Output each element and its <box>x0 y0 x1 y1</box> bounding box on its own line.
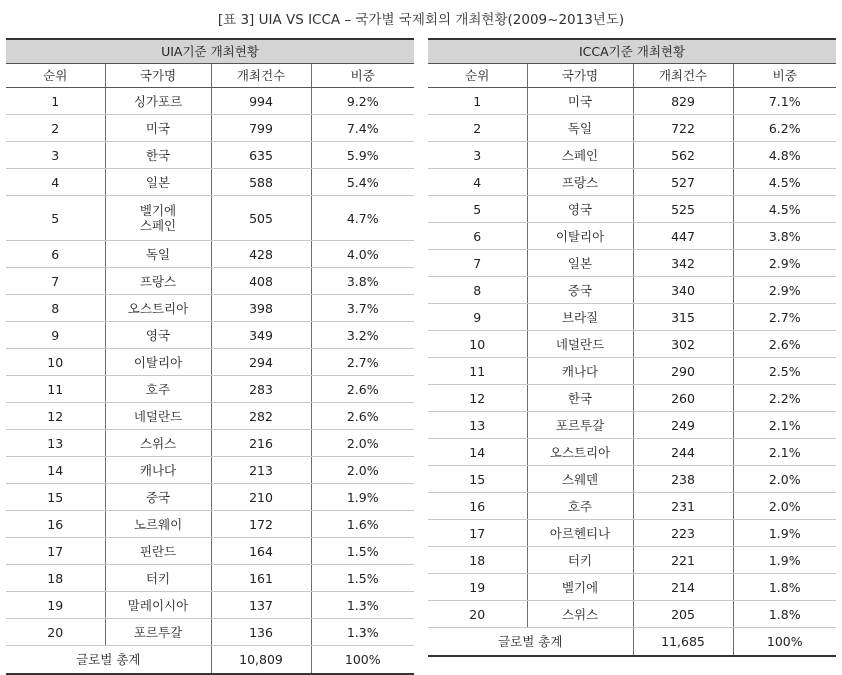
country-cell: 스페인 <box>527 142 633 169</box>
icca-table-title: ICCA기준 개최현황 <box>428 39 836 64</box>
col-header-country: 국가명 <box>527 64 633 88</box>
rank-cell: 6 <box>428 223 527 250</box>
share-cell: 1.8% <box>733 601 836 628</box>
rank-cell: 3 <box>6 142 105 169</box>
country-cell: 독일 <box>105 241 211 268</box>
share-cell: 4.8% <box>733 142 836 169</box>
rank-cell: 18 <box>428 547 527 574</box>
rank-cell: 3 <box>428 142 527 169</box>
table-row <box>6 511 414 538</box>
table-row <box>6 241 414 268</box>
rank-cell: 9 <box>428 304 527 331</box>
rank-cell: 13 <box>6 430 105 457</box>
country-cell: 노르웨이 <box>105 511 211 538</box>
share-cell: 2.6% <box>311 376 414 403</box>
rank-cell: 19 <box>6 592 105 619</box>
count-cell: 342 <box>633 250 733 277</box>
table-row <box>6 592 414 619</box>
table-row <box>6 349 414 376</box>
rank-cell: 4 <box>6 169 105 196</box>
count-cell: 398 <box>211 295 311 322</box>
rank-cell: 20 <box>6 619 105 646</box>
table-row <box>428 493 836 520</box>
count-cell: 505 <box>211 196 311 241</box>
share-cell: 7.4% <box>311 115 414 142</box>
table-row <box>6 430 414 457</box>
share-cell: 2.0% <box>733 466 836 493</box>
rank-cell: 10 <box>6 349 105 376</box>
country-cell: 호주 <box>105 376 211 403</box>
rank-cell: 19 <box>428 574 527 601</box>
table-row <box>6 115 414 142</box>
rank-cell: 4 <box>428 169 527 196</box>
country-cell: 오스트리아 <box>105 295 211 322</box>
rank-cell: 17 <box>428 520 527 547</box>
country-cell: 미국 <box>105 115 211 142</box>
share-cell: 3.2% <box>311 322 414 349</box>
total-count: 10,809 <box>211 646 311 675</box>
rank-cell: 5 <box>6 196 105 241</box>
table-row <box>6 88 414 115</box>
count-cell: 260 <box>633 385 733 412</box>
share-cell: 4.5% <box>733 196 836 223</box>
rank-cell: 10 <box>428 331 527 358</box>
table-row <box>428 385 836 412</box>
share-cell: 1.5% <box>311 538 414 565</box>
total-count: 11,685 <box>633 628 733 657</box>
count-cell: 205 <box>633 601 733 628</box>
country-cell: 프랑스 <box>105 268 211 295</box>
table-row <box>428 331 836 358</box>
share-cell: 2.9% <box>733 277 836 304</box>
count-cell: 172 <box>211 511 311 538</box>
country-cell: 독일 <box>527 115 633 142</box>
table-row <box>428 520 836 547</box>
share-cell: 4.7% <box>311 196 414 241</box>
uia-table-title: UIA기준 개최현황 <box>6 39 414 64</box>
count-cell: 221 <box>633 547 733 574</box>
rank-cell: 18 <box>6 565 105 592</box>
table-row <box>428 223 836 250</box>
country-cell: 아르헨티나 <box>527 520 633 547</box>
country-cell: 벨기에 스페인 <box>105 196 211 241</box>
share-cell: 2.0% <box>311 430 414 457</box>
count-cell: 635 <box>211 142 311 169</box>
table-row <box>6 142 414 169</box>
country-cell: 터키 <box>527 547 633 574</box>
count-cell: 137 <box>211 592 311 619</box>
country-cell: 이탈리아 <box>105 349 211 376</box>
col-header-count: 개최건수 <box>211 64 311 88</box>
share-cell: 4.0% <box>311 241 414 268</box>
count-cell: 283 <box>211 376 311 403</box>
count-cell: 164 <box>211 538 311 565</box>
table-row <box>6 196 414 241</box>
table-row <box>6 295 414 322</box>
share-cell: 1.8% <box>733 574 836 601</box>
count-cell: 214 <box>633 574 733 601</box>
table-row <box>428 115 836 142</box>
count-cell: 527 <box>633 169 733 196</box>
table-row <box>428 142 836 169</box>
table-row <box>6 619 414 646</box>
rank-cell: 1 <box>428 88 527 115</box>
col-header-share: 비중 <box>733 64 836 88</box>
total-label: 글로벌 총계 <box>428 628 633 657</box>
share-cell: 1.5% <box>311 565 414 592</box>
share-cell: 2.9% <box>733 250 836 277</box>
count-cell: 349 <box>211 322 311 349</box>
country-cell: 스웨덴 <box>527 466 633 493</box>
share-cell: 9.2% <box>311 88 414 115</box>
share-cell: 2.7% <box>311 349 414 376</box>
col-header-rank: 순위 <box>6 64 105 88</box>
count-cell: 161 <box>211 565 311 592</box>
table-caption: [표 3] UIA VS ICCA – 국가별 국제회의 개최현황(2009~2013년도) <box>217 12 625 28</box>
col-header-rank: 순위 <box>428 64 527 88</box>
share-cell: 2.0% <box>733 493 836 520</box>
table-row <box>428 196 836 223</box>
country-cell: 일본 <box>105 169 211 196</box>
rank-cell: 9 <box>6 322 105 349</box>
uia-table <box>6 38 414 675</box>
rank-cell: 2 <box>428 115 527 142</box>
rank-cell: 13 <box>428 412 527 439</box>
share-cell: 2.5% <box>733 358 836 385</box>
table-row <box>428 304 836 331</box>
count-cell: 231 <box>633 493 733 520</box>
country-cell: 프랑스 <box>527 169 633 196</box>
count-cell: 249 <box>633 412 733 439</box>
share-cell: 3.8% <box>311 268 414 295</box>
country-cell: 이탈리아 <box>527 223 633 250</box>
share-cell: 2.2% <box>733 385 836 412</box>
rank-cell: 20 <box>428 601 527 628</box>
table-row <box>428 358 836 385</box>
table-row <box>6 484 414 511</box>
count-cell: 799 <box>211 115 311 142</box>
count-cell: 282 <box>211 403 311 430</box>
rank-cell: 17 <box>6 538 105 565</box>
share-cell: 1.9% <box>733 547 836 574</box>
table-row <box>6 268 414 295</box>
share-cell: 1.3% <box>311 592 414 619</box>
table-row <box>428 574 836 601</box>
table-row <box>428 277 836 304</box>
total-share: 100% <box>311 646 414 675</box>
share-cell: 2.6% <box>733 331 836 358</box>
table-row <box>428 412 836 439</box>
count-cell: 340 <box>633 277 733 304</box>
col-header-country: 국가명 <box>105 64 211 88</box>
country-cell: 오스트리아 <box>527 439 633 466</box>
table-row <box>428 466 836 493</box>
count-cell: 722 <box>633 115 733 142</box>
count-cell: 223 <box>633 520 733 547</box>
country-cell: 포르투갈 <box>105 619 211 646</box>
share-cell: 5.9% <box>311 142 414 169</box>
table-row <box>6 169 414 196</box>
share-cell: 1.6% <box>311 511 414 538</box>
rank-cell: 15 <box>428 466 527 493</box>
rank-cell: 16 <box>428 493 527 520</box>
country-cell: 터키 <box>105 565 211 592</box>
count-cell: 447 <box>633 223 733 250</box>
country-cell: 싱가포르 <box>105 88 211 115</box>
rank-cell: 1 <box>6 88 105 115</box>
share-cell: 6.2% <box>733 115 836 142</box>
rank-cell: 8 <box>6 295 105 322</box>
count-cell: 428 <box>211 241 311 268</box>
table-row <box>6 322 414 349</box>
count-cell: 244 <box>633 439 733 466</box>
count-cell: 238 <box>633 466 733 493</box>
table-row <box>428 601 836 628</box>
country-cell: 일본 <box>527 250 633 277</box>
rank-cell: 14 <box>428 439 527 466</box>
count-cell: 302 <box>633 331 733 358</box>
table-row <box>428 250 836 277</box>
rank-cell: 12 <box>428 385 527 412</box>
rank-cell: 11 <box>428 358 527 385</box>
country-cell: 중국 <box>527 277 633 304</box>
count-cell: 829 <box>633 88 733 115</box>
country-cell: 영국 <box>105 322 211 349</box>
share-cell: 4.5% <box>733 169 836 196</box>
country-cell: 스위스 <box>527 601 633 628</box>
country-cell: 브라질 <box>527 304 633 331</box>
total-share: 100% <box>733 628 836 657</box>
share-cell: 1.3% <box>311 619 414 646</box>
rank-cell: 8 <box>428 277 527 304</box>
rank-cell: 6 <box>6 241 105 268</box>
table-row <box>6 565 414 592</box>
share-cell: 2.7% <box>733 304 836 331</box>
country-cell: 포르투갈 <box>527 412 633 439</box>
count-cell: 588 <box>211 169 311 196</box>
share-cell: 3.7% <box>311 295 414 322</box>
rank-cell: 5 <box>428 196 527 223</box>
share-cell: 3.8% <box>733 223 836 250</box>
rank-cell: 2 <box>6 115 105 142</box>
count-cell: 213 <box>211 457 311 484</box>
country-cell: 중국 <box>105 484 211 511</box>
country-cell: 네덜란드 <box>527 331 633 358</box>
country-cell: 벨기에 <box>527 574 633 601</box>
rank-cell: 11 <box>6 376 105 403</box>
country-cell: 말레이시아 <box>105 592 211 619</box>
rank-cell: 7 <box>6 268 105 295</box>
table-row <box>6 538 414 565</box>
table-row <box>428 88 836 115</box>
table-row <box>428 547 836 574</box>
share-cell: 2.1% <box>733 439 836 466</box>
count-cell: 216 <box>211 430 311 457</box>
rank-cell: 15 <box>6 484 105 511</box>
col-header-count: 개최건수 <box>633 64 733 88</box>
count-cell: 294 <box>211 349 311 376</box>
col-header-share: 비중 <box>311 64 414 88</box>
share-cell: 1.9% <box>311 484 414 511</box>
country-cell: 영국 <box>527 196 633 223</box>
count-cell: 290 <box>633 358 733 385</box>
share-cell: 2.1% <box>733 412 836 439</box>
count-cell: 315 <box>633 304 733 331</box>
share-cell: 2.0% <box>311 457 414 484</box>
table-row <box>428 439 836 466</box>
rank-cell: 16 <box>6 511 105 538</box>
count-cell: 525 <box>633 196 733 223</box>
country-cell: 캐나다 <box>527 358 633 385</box>
total-label: 글로벌 총계 <box>6 646 211 675</box>
country-cell: 캐나다 <box>105 457 211 484</box>
count-cell: 408 <box>211 268 311 295</box>
country-cell: 스위스 <box>105 430 211 457</box>
country-cell: 한국 <box>105 142 211 169</box>
icca-table <box>428 38 836 657</box>
country-cell: 한국 <box>527 385 633 412</box>
share-cell: 7.1% <box>733 88 836 115</box>
share-cell: 5.4% <box>311 169 414 196</box>
share-cell: 2.6% <box>311 403 414 430</box>
count-cell: 994 <box>211 88 311 115</box>
table-row <box>6 403 414 430</box>
table-row <box>428 169 836 196</box>
country-cell: 핀란드 <box>105 538 211 565</box>
country-cell: 네덜란드 <box>105 403 211 430</box>
count-cell: 136 <box>211 619 311 646</box>
rank-cell: 12 <box>6 403 105 430</box>
rank-cell: 14 <box>6 457 105 484</box>
table-row <box>6 376 414 403</box>
country-cell: 호주 <box>527 493 633 520</box>
country-cell: 미국 <box>527 88 633 115</box>
rank-cell: 7 <box>428 250 527 277</box>
table-row <box>6 457 414 484</box>
share-cell: 1.9% <box>733 520 836 547</box>
count-cell: 562 <box>633 142 733 169</box>
count-cell: 210 <box>211 484 311 511</box>
